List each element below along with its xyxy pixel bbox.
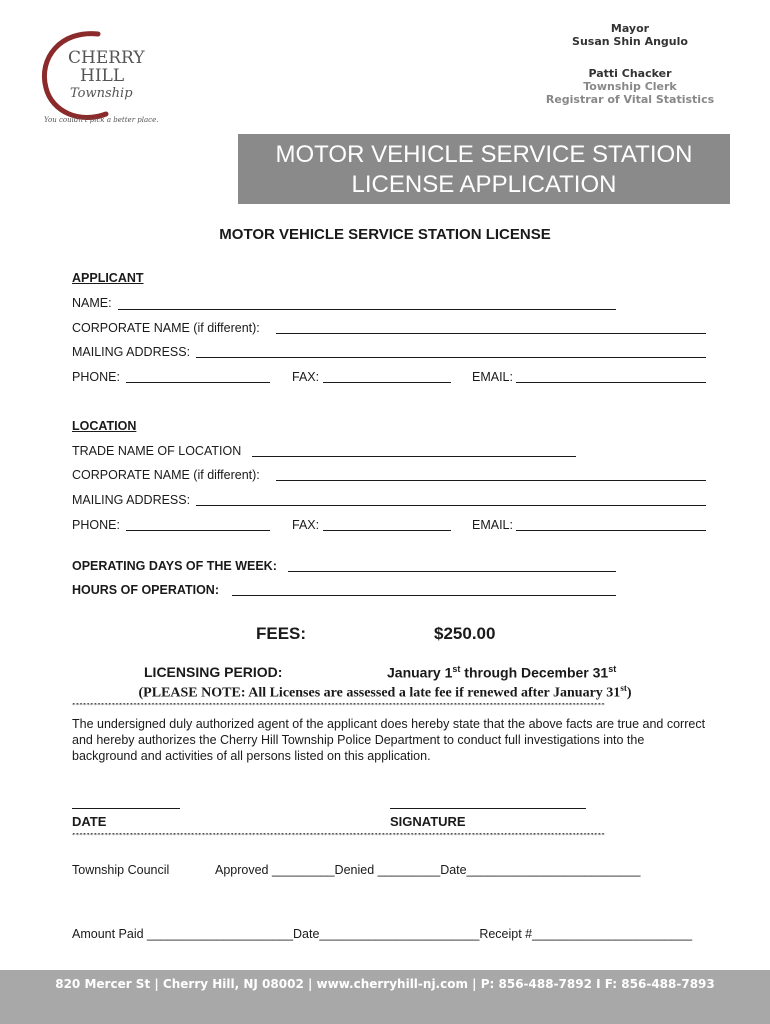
fees-label: FEES: — [256, 624, 307, 643]
location-phone-field[interactable] — [126, 530, 270, 531]
applicant-email-label: EMAIL: — [472, 370, 513, 384]
applicant-phone-field[interactable] — [126, 382, 270, 383]
applicant-name-field[interactable] — [118, 309, 616, 310]
location-fax-label: FAX: — [292, 518, 320, 532]
licensing-period-value — [387, 664, 616, 681]
applicant-heading: APPLICANT — [72, 271, 144, 285]
township-logo — [36, 28, 159, 128]
period-start: January 1 — [387, 664, 453, 681]
clerk-title: Township Clerk — [583, 80, 677, 93]
clerk-block — [520, 67, 740, 106]
fees-value: $250.00 — [434, 624, 496, 643]
location-trade-label: TRADE NAME OF LOCATION — [72, 444, 242, 458]
period-start-suffix: st — [452, 664, 461, 674]
applicant-mailing-field[interactable] — [196, 357, 706, 358]
star-divider-top: **************************************************************************************************************************************************** — [72, 703, 605, 707]
location-mailing-label: MAILING ADDRESS: — [72, 493, 191, 507]
operating-days-field[interactable] — [288, 571, 616, 572]
late-fee-note-text: (PLEASE NOTE: All Licenses are assessed a late fee if renewed after January 31 — [138, 685, 621, 701]
location-phone-label: PHONE: — [72, 518, 120, 532]
date-label: DATE — [72, 814, 107, 829]
location-email-label: EMAIL: — [472, 518, 513, 532]
logo-word-township: Township — [70, 86, 133, 101]
applicant-name-label: NAME: — [72, 296, 112, 310]
location-corporate-label: CORPORATE NAME (if different): — [72, 468, 260, 482]
title-line-1: MOTOR VEHICLE SERVICE STATION — [275, 141, 693, 168]
period-end-suffix: st — [608, 664, 617, 674]
footer-contact-text: 820 Mercer St | Cherry Hill, NJ 08002 | www.cherryhill-nj.com | P: 856-488-7892 I F: 856-488-7893 — [55, 977, 715, 991]
document-title-box — [238, 134, 730, 204]
location-heading: LOCATION — [72, 419, 137, 433]
hours-label: HOURS OF OPERATION: — [72, 583, 219, 597]
registrar-title: Registrar of Vital Statistics — [545, 93, 715, 106]
applicant-fax-field[interactable] — [323, 382, 451, 383]
amount-paid-line[interactable]: Amount Paid _____________________Date_______________________Receipt #_______________________ — [72, 927, 693, 941]
title-line-2: LICENSE APPLICATION — [351, 171, 617, 198]
applicant-corporate-label: CORPORATE NAME (if different): — [72, 321, 260, 335]
signature-label: SIGNATURE — [390, 814, 466, 829]
late-fee-note-close: ) — [626, 685, 632, 701]
operating-days-label: OPERATING DAYS OF THE WEEK: — [72, 559, 277, 573]
location-corporate-field[interactable] — [276, 480, 706, 481]
location-fax-field[interactable] — [323, 530, 451, 531]
date-field[interactable] — [72, 808, 180, 809]
signature-field[interactable] — [390, 808, 586, 809]
location-email-field[interactable] — [516, 530, 706, 531]
hours-field[interactable] — [232, 595, 616, 596]
mayor-title: Mayor — [610, 22, 650, 35]
logo-word-cherry: CHERRY — [68, 48, 145, 68]
license-subtitle: MOTOR VEHICLE SERVICE STATION LICENSE — [219, 226, 551, 243]
footer-contact-bar — [0, 970, 770, 1024]
licensing-period-label: LICENSING PERIOD: — [144, 664, 283, 680]
late-fee-note-suffix: st — [620, 683, 627, 693]
applicant-email-field[interactable] — [516, 382, 706, 383]
authorization-statement: The undersigned duly authorized agent of the applicant does hereby state that the above facts are true and correct and hereby authorizes the Cherry Hill Township Police Department to conduct full investigations into the background and activities of all persons listed on this application. — [72, 717, 706, 763]
logo-tagline: You couldn't pick a better place. — [44, 116, 159, 124]
location-trade-field[interactable] — [252, 456, 576, 457]
mayor-name: Susan Shin Angulo — [572, 35, 688, 48]
star-divider-bottom: **************************************************************************************************************************************************** — [72, 833, 605, 837]
applicant-mailing-label: MAILING ADDRESS: — [72, 345, 191, 359]
applicant-corporate-field[interactable] — [276, 333, 706, 334]
logo-word-hill: HILL — [80, 66, 125, 86]
clerk-name: Patti Chacker — [588, 67, 672, 80]
applicant-phone-label: PHONE: — [72, 370, 120, 384]
mayor-block — [520, 22, 740, 48]
location-mailing-field[interactable] — [196, 505, 706, 506]
township-council-label: Township Council — [72, 863, 170, 877]
late-fee-note — [0, 683, 770, 702]
period-end: through December 31 — [460, 664, 609, 681]
council-approval-line[interactable]: Approved _________Denied _________Date_________________________ — [215, 863, 641, 877]
applicant-fax-label: FAX: — [292, 370, 320, 384]
